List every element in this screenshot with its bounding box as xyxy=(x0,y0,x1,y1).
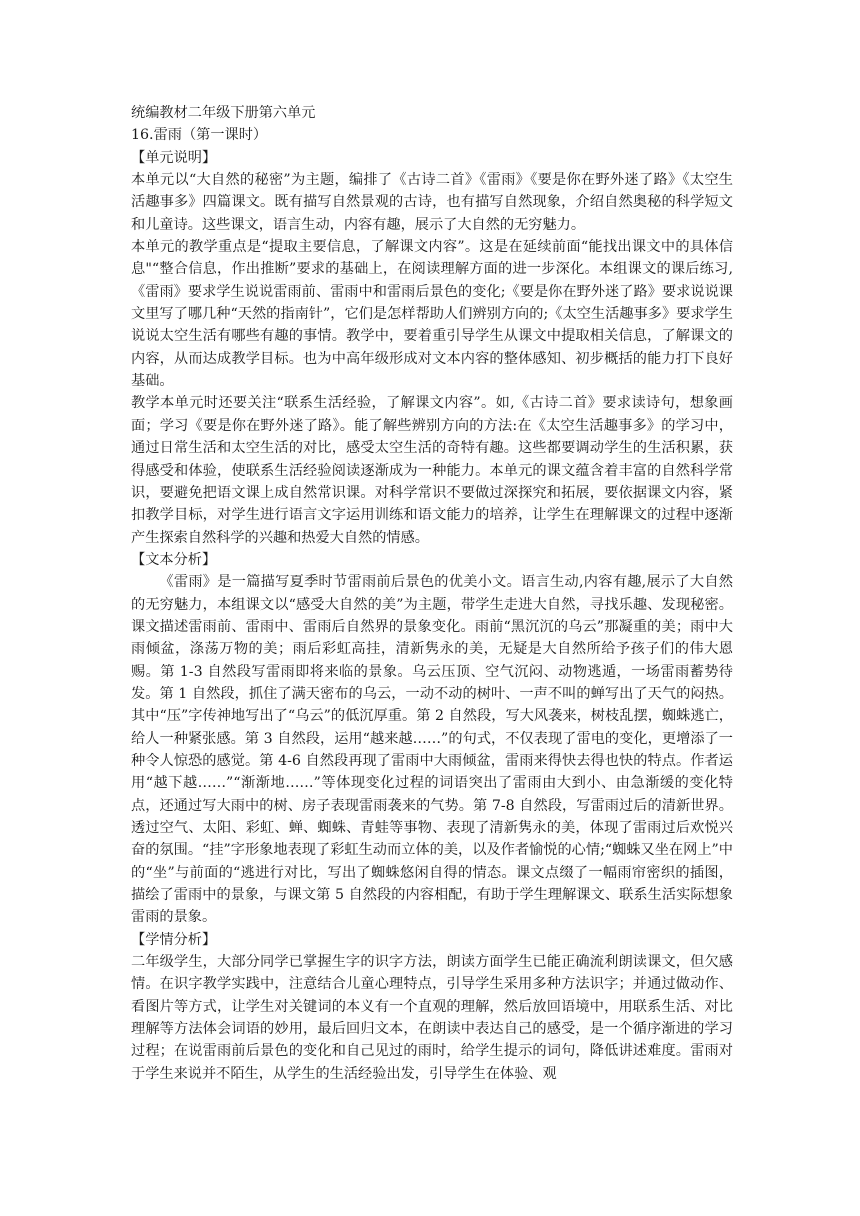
document-page xyxy=(131,102,733,1085)
section-heading-text-analysis: 【文本分析】 xyxy=(131,551,217,568)
series-title: 统编教材二年级下册第六单元 xyxy=(131,105,316,121)
paragraph: 本单元以“大自然的秘密”为主题，编排了《古诗二首》《雷雨》《要是你在野外迷了路》《太空生活趣事多》四篇课文。既有描写自然景观的古诗，也有描写自然现象，介绍自然奥秘的科学短文和儿童诗。这些课文，语言生动，内容有趣，展示了大自然的无穷魅力。 xyxy=(131,172,733,233)
section-heading-learner-analysis: 【学情分析】 xyxy=(131,931,217,948)
paragraph: 本单元的教学重点是“提取主要信息，了解课文内容”。这是在延续前面“能找出课文中的具体信息"“整合信息，作出推断”要求的基础上，在阅读理解方面的进一步深化。本组课文的课后练习,《雷雨》要求学生说说雷雨前、雷雨中和雷雨后景色的变化;《要是你在野外迷了路》要求说说课文里写了哪几种“天然的指南针”，它们是怎样帮助人们辨别方向的;《太空生活趣事多》要求学生说说太空生活有哪些有趣的事情。教学中，要着重引导学生从课文中提取相关信息，了解课文的内容，从而达成教学目标。也为中高年级形成对文本内容的整体感知、初步概括的能力打下良好基础。 xyxy=(131,239,733,390)
paragraph: 教学本单元时还要关注“联系生活经验，了解课文内容”。如,《古诗二首》要求读诗句，想象画面；学习《要是你在野外迷了路》。能了解些辨别方向的方法:在《太空生活趣事多》的学习中，通过日常生活和太空生活的对比，感受太空生活的奇特有趣。这些都要调动学生的生活积累，获得感受和体验，使联系生活经验阅读逐渐成为一种能力。本单元的课文蕴含着丰富的自然科学常识，要避免把语文课上成自然常识课。对科学常识不要做过深探究和拓展，要依据课文内容，紧扣教学目标，对学生进行语言文字运用训练和语文能力的培养，让学生在理解课文的过程中逐渐产生探索自然科学的兴趣和热爱大自然的情感。 xyxy=(131,395,733,546)
paragraph: 二年级学生，大部分同学已掌握生字的识字方法，朗读方面学生已能正确流利朗读课文，但欠感情。在识字教学实践中，注意结合儿童心理特点，引导学生采用多种方法识字；并通过做动作、看图片等方式，让学生对关键词的本义有一个直观的理解，然后放回语境中，用联系生活、对比理解等方法体会词语的妙用，最后回归文本，在朗读中表达自己的感受，是一个循序渐进的学习过程；在说雷雨前后景色的变化和自己见过的雨时，给学生提示的词句，降低讲述难度。雷雨对于学生来说并不陌生，从学生的生活经验出发，引导学生在体验、观 xyxy=(131,954,733,1082)
lesson-title: 16.雷雨（第一课时） xyxy=(131,127,268,144)
paragraph: 《雷雨》是一篇描写夏季时节雷雨前后景色的优美小文。语言生动,内容有趣,展示了大自然的无穷魅力，本组课文以“感受大自然的美”为主题，带学生走进大自然，寻找乐趣、发现秘密。课文描述雷雨前、雷雨中、雷雨后自然界的景象变化。雨前“黑沉沉的乌云”那凝重的美；雨中大雨倾盆，涤荡万物的美；雨后彩虹高挂，清新隽永的美，无疑是大自然所给予孩子们的伟大恩赐。第 1-3 自然段写雷雨即将来临的景象。乌云压顶、空气沉闷、动物逃遁，一场雷雨蓄势待发。第 1 自然段，抓住了满天密布的乌云，一动不动的树叶、一声不叫的蝉写出了天气的闷热。其中“压”字传神地写出了“乌云”的低沉厚重。第 2 自然段，写大风袭来，树枝乱摆，蜘蛛逃亡，给人一种紧张感。第 3 自然段，运用“越来越……”的句式，不仅表现了雷电的变化，更增添了一种令人惊恐的感觉。第 4-6 自然段再现了雷雨中大雨倾盆，雷雨来得快去得也快的特点。作者运用“越下越……”“渐渐地……”等体现变化过程的词语突出了雷雨由大到小、由急渐缓的变化特点，还通过写大雨中的树、房子表现雷雨袭来的气势。第 7-8 自然段，写雷雨过后的清新世界。透过空气、太阳、彩虹、蝉、蜘蛛、青蛙等事物、表现了清新隽永的美，体现了雷雨过后欢悦兴奋的氛围。“挂”字形象地表现了彩虹生动而立体的美，以及作者愉悦的心情;“蜘蛛又坐在网上”中的“坐”与前面的“逃进行对比，写出了蜘蛛悠闲自得的情态。课文点缀了一幅雨帘密织的插图，描绘了雷雨中的景象，与课文第 5 自然段的内容相配，有助于学生理解课文、联系生活实际想象雷雨的景象。 xyxy=(131,574,733,926)
section-heading-unit: 【单元说明】 xyxy=(131,149,217,166)
